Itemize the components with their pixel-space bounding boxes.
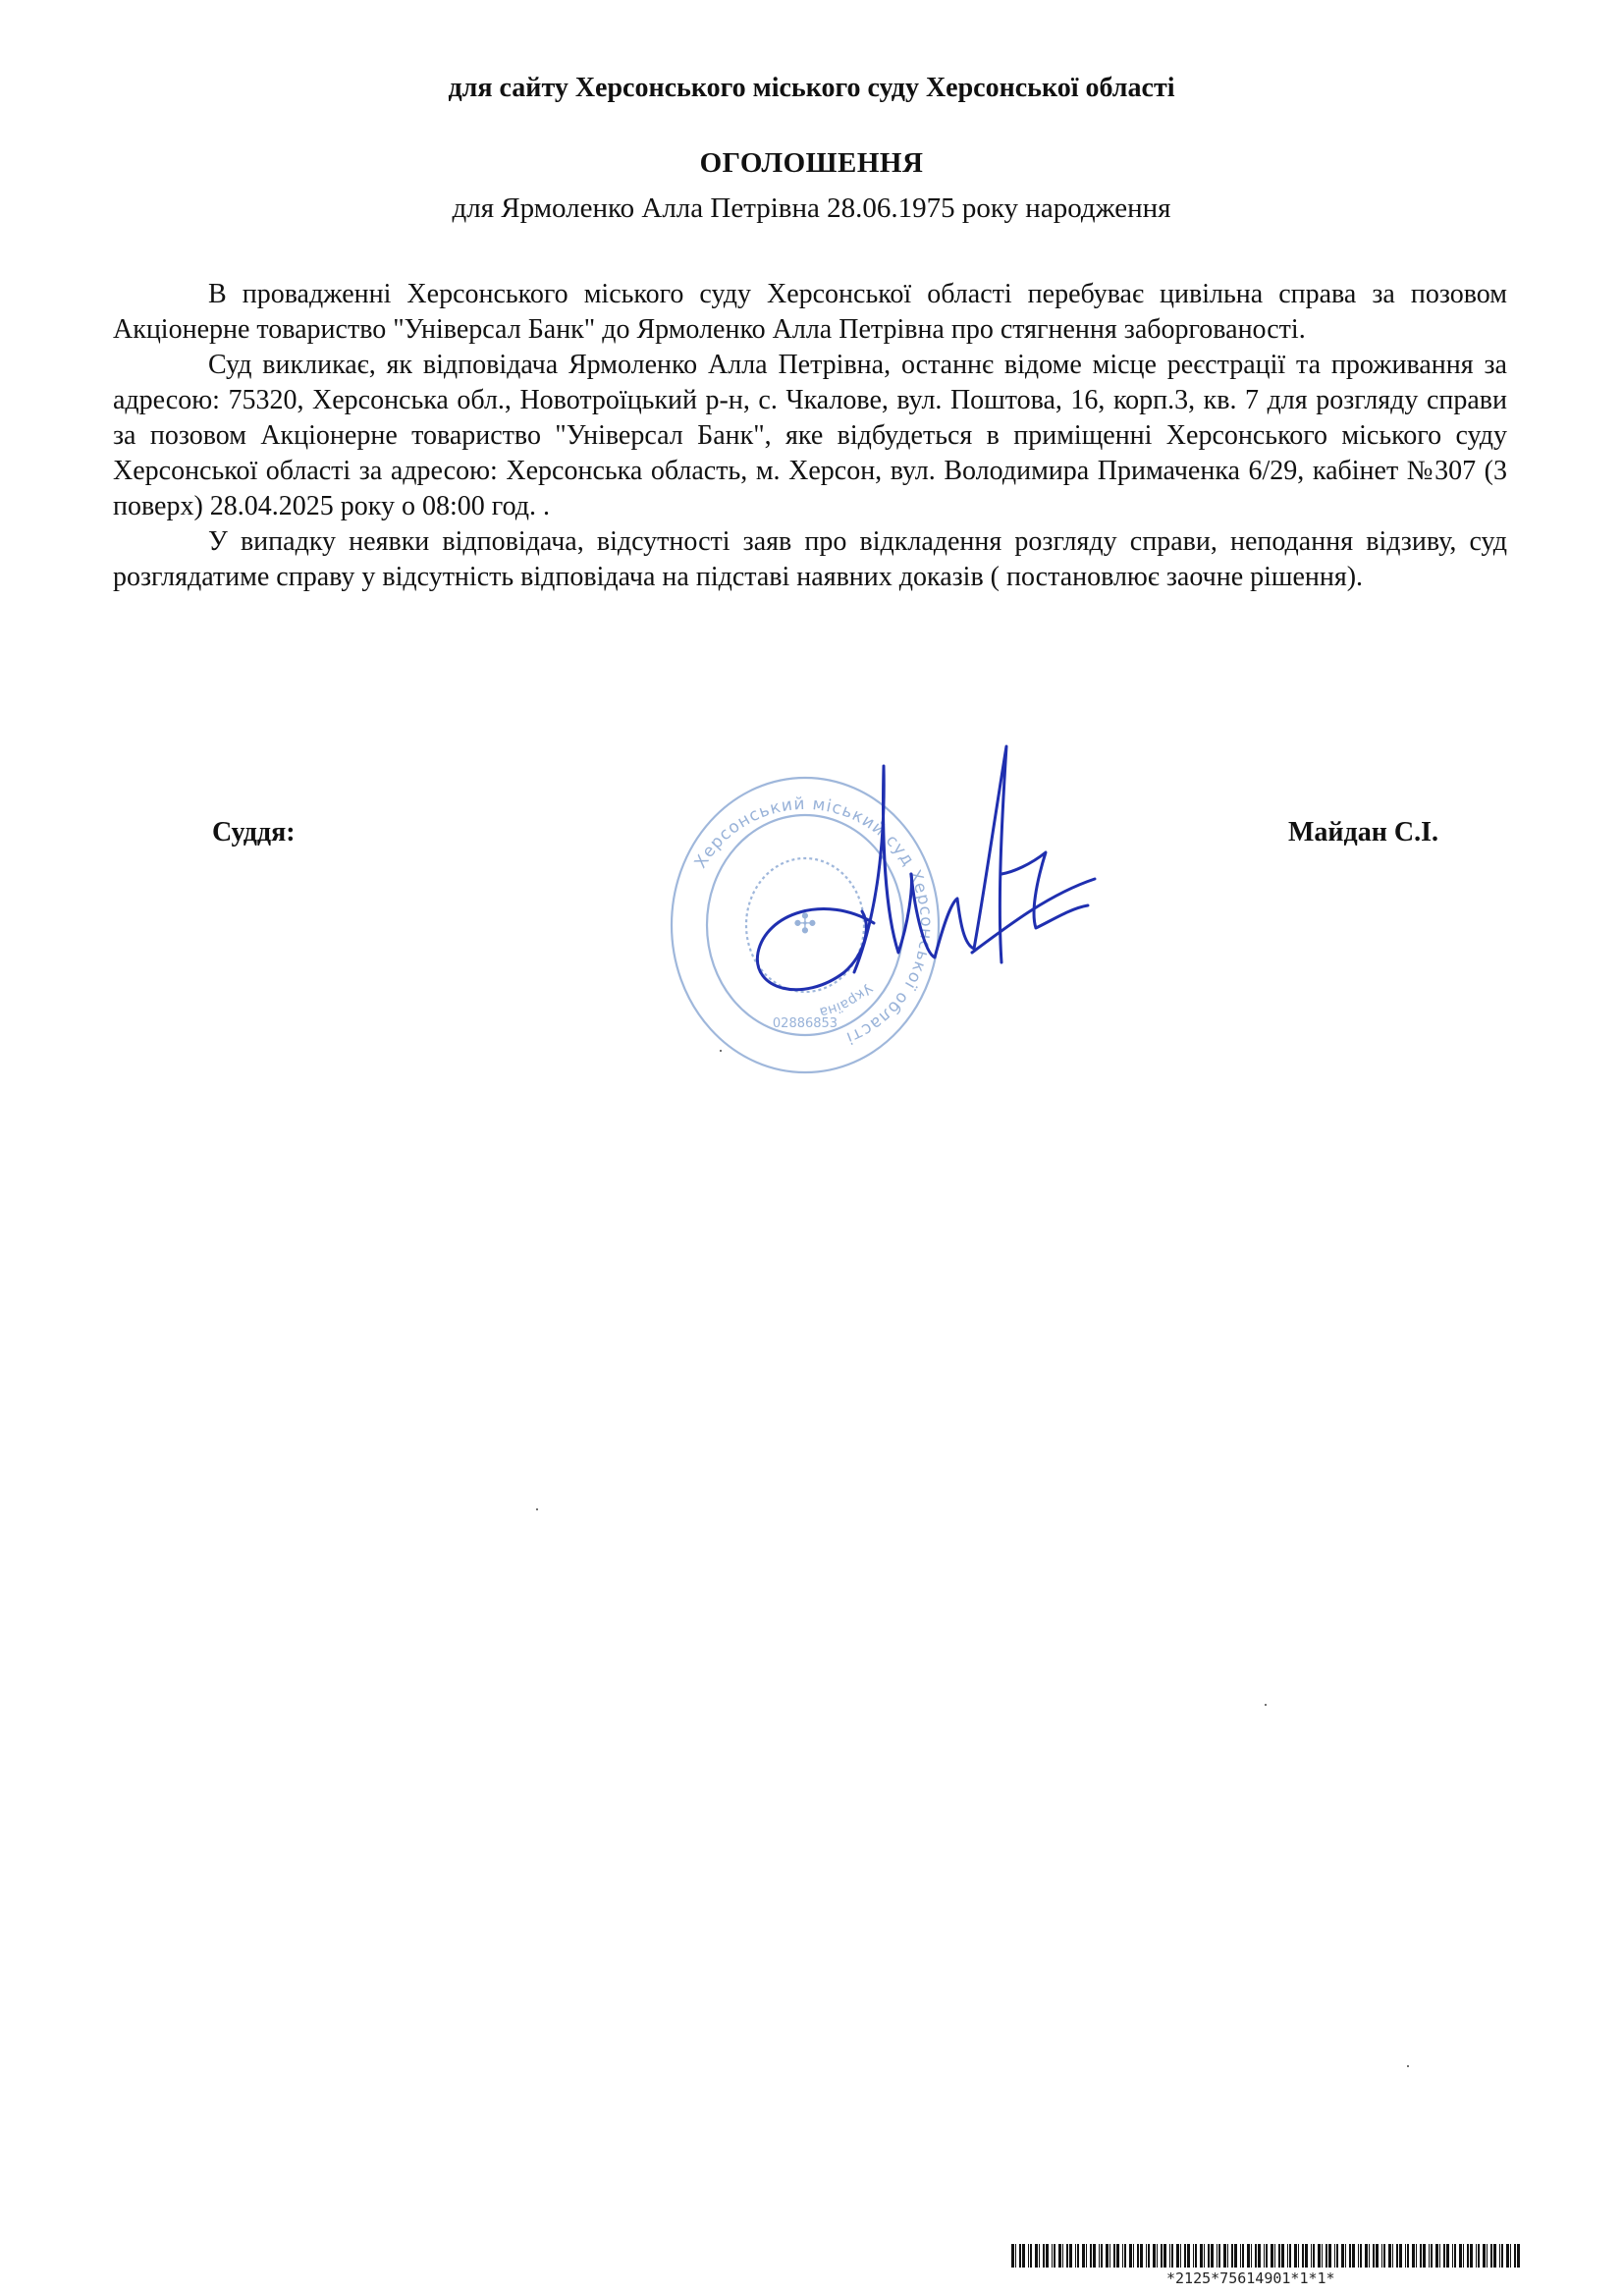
barcode-bar — [1352, 2244, 1355, 2268]
document-header: для сайту Херсонського міського суду Херсонської області — [448, 73, 1175, 103]
barcode-bar — [1176, 2244, 1179, 2268]
barcode-bar — [1483, 2244, 1486, 2268]
barcode-bar — [1287, 2244, 1288, 2268]
barcode-bar — [1200, 2244, 1203, 2268]
barcode-bar — [1311, 2244, 1312, 2268]
judge-name: Майдан С.І. — [1288, 817, 1438, 847]
barcode-bars — [1011, 2244, 1522, 2268]
barcode-bar — [1328, 2244, 1331, 2268]
barcode-bar — [1124, 2244, 1126, 2268]
barcode-bar — [1349, 2244, 1351, 2268]
barcode-bar — [1278, 2244, 1280, 2268]
barcode-bar — [1454, 2244, 1456, 2268]
barcode-bar — [1109, 2244, 1110, 2268]
barcode-bar — [1153, 2244, 1156, 2268]
barcode-bar — [1325, 2244, 1327, 2268]
scan-speck — [1265, 1704, 1267, 1706]
barcode-bar — [1039, 2244, 1040, 2268]
barcode-bar — [1180, 2244, 1181, 2268]
barcode-bar — [1381, 2244, 1382, 2268]
barcode-bar — [1223, 2244, 1226, 2268]
barcode-bar — [1011, 2244, 1014, 2268]
barcode-bar — [1510, 2244, 1511, 2268]
stamp-emblem-icon: ✣ — [793, 907, 817, 940]
barcode-bar — [1058, 2244, 1061, 2268]
barcode-bar — [1499, 2244, 1500, 2268]
barcode-bar — [1184, 2244, 1186, 2268]
barcode-bar — [1365, 2244, 1368, 2268]
barcode-bar — [1234, 2244, 1237, 2268]
barcode-bar — [1501, 2244, 1503, 2268]
barcode-bar — [1420, 2244, 1422, 2268]
barcode-bar — [1360, 2244, 1362, 2268]
paragraph-summons: Суд викликає, як відповідача Ярмоленко Алла Петрівна, останнє відоме місце реєстрації та проживання за адресою: 75320, Херсонська обл., Новотроїцький р-н, с. Чкалове, вул. Поштова, 16, корп.3, кв. 7 для розгляду справи за позовом Акціонерне товариство "Універсал Банк", яке відбудеться в приміщенні Херсонського міського суду Херсонської області за адресою: Херсонська область, м. Херсон, вул. Володимира Примаченка 6/29, кабінет №307 (3 поверх) 28.04.2025 року о 08:00 год. . — [113, 350, 1507, 521]
barcode-bar — [1077, 2244, 1079, 2268]
barcode-bar — [1396, 2244, 1398, 2268]
barcode-bar — [1043, 2244, 1045, 2268]
barcode-bar — [1493, 2244, 1496, 2268]
barcode-bar — [1463, 2244, 1464, 2268]
barcode-bar — [1090, 2244, 1092, 2268]
barcode-bar — [1101, 2244, 1103, 2268]
barcode-bar — [1399, 2244, 1402, 2268]
paragraph-absence-consequences: У випадку неявки відповідача, відсутності заяв про відкладення розгляду справи, неподання відзиву, суд розглядатиме справу у відсутність відповідача на підставі наявних доказів ( постановлює заочне рішення). — [113, 526, 1507, 592]
barcode-bar — [1289, 2244, 1291, 2268]
barcode-bar — [1208, 2244, 1210, 2268]
barcode-bar — [1302, 2244, 1304, 2268]
barcode-bar — [1218, 2244, 1220, 2268]
judge-label: Суддя: — [212, 817, 296, 847]
barcode-bar — [1345, 2244, 1346, 2268]
barcode-bar — [1439, 2244, 1440, 2268]
barcode-bar — [1373, 2244, 1375, 2268]
barcode-bar — [1405, 2244, 1406, 2268]
barcode-bar — [1015, 2244, 1016, 2268]
barcode-bar — [1478, 2244, 1480, 2268]
barcode-bar — [1122, 2244, 1123, 2268]
signature-block — [0, 817, 1623, 856]
barcode-bar — [1271, 2244, 1273, 2268]
barcode-bar — [1322, 2244, 1323, 2268]
barcode-bar — [1429, 2244, 1430, 2268]
barcode-bar — [1227, 2244, 1228, 2268]
barcode-bar — [1251, 2244, 1252, 2268]
barcode-bar — [1137, 2244, 1139, 2268]
barcode-bar — [1490, 2244, 1492, 2268]
barcode-bar — [1169, 2244, 1170, 2268]
barcode-bar — [1459, 2244, 1462, 2268]
barcode-text: *2125*75614901*1*1* — [1166, 2269, 1335, 2287]
barcode-bar — [1341, 2244, 1344, 2268]
barcode-bar — [1035, 2244, 1038, 2268]
barcode-bar — [1435, 2244, 1438, 2268]
barcode-bar — [1517, 2244, 1520, 2268]
barcode-bar — [1255, 2244, 1257, 2268]
barcode-bar — [1467, 2244, 1469, 2268]
barcode-bar — [1069, 2244, 1072, 2268]
barcode-bar — [1211, 2244, 1214, 2268]
document-body — [113, 277, 1507, 595]
barcode-bar — [1082, 2244, 1085, 2268]
barcode-bar — [1431, 2244, 1433, 2268]
barcode-bar — [1313, 2244, 1315, 2268]
barcode-bar — [1407, 2244, 1409, 2268]
barcode-bar — [1388, 2244, 1391, 2268]
barcode-bar — [1133, 2244, 1134, 2268]
barcode-bar — [1298, 2244, 1299, 2268]
barcode-bar — [1148, 2244, 1150, 2268]
barcode-bar — [1028, 2244, 1029, 2268]
barcode-bar — [1242, 2244, 1244, 2268]
barcode-bar — [1113, 2244, 1115, 2268]
barcode-bar — [1099, 2244, 1100, 2268]
barcode-bar — [1274, 2244, 1275, 2268]
barcode-bar — [1129, 2244, 1132, 2268]
barcode-bar — [1075, 2244, 1076, 2268]
barcode-bar — [1240, 2244, 1241, 2268]
barcode-bar — [1514, 2244, 1516, 2268]
document-subtitle: для Ярмоленко Алла Петрівна 28.06.1975 року народження — [452, 192, 1171, 224]
barcode-bar — [1086, 2244, 1087, 2268]
barcode-bar — [1116, 2244, 1119, 2268]
barcode-bar — [1334, 2244, 1335, 2268]
barcode-bar — [1383, 2244, 1385, 2268]
barcode-bar — [1446, 2244, 1449, 2268]
barcode-bar — [1470, 2244, 1473, 2268]
barcode-bar — [1358, 2244, 1359, 2268]
barcode-bar — [1106, 2244, 1109, 2268]
barcode-bar — [1052, 2244, 1053, 2268]
barcode-bar — [1193, 2244, 1194, 2268]
scan-speck — [1407, 2065, 1409, 2067]
barcode-bar — [1266, 2244, 1268, 2268]
barcode-bar — [1066, 2244, 1068, 2268]
barcode-bar — [1062, 2244, 1063, 2268]
barcode-bar — [1336, 2244, 1338, 2268]
barcode-bar — [1163, 2244, 1166, 2268]
scan-speck — [720, 1050, 722, 1052]
barcode-bar — [1187, 2244, 1190, 2268]
stamp-inner-text: Україна — [818, 980, 876, 1020]
barcode-bar — [1412, 2244, 1415, 2268]
barcode-bar — [1294, 2244, 1297, 2268]
barcode-bar — [1022, 2244, 1025, 2268]
barcode-bar — [1030, 2244, 1032, 2268]
barcode-bar — [1376, 2244, 1379, 2268]
barcode-bar — [1231, 2244, 1233, 2268]
barcode-bar — [1146, 2244, 1147, 2268]
barcode-bar — [1157, 2244, 1158, 2268]
barcode-bar — [1046, 2244, 1049, 2268]
barcode-bar — [1305, 2244, 1308, 2268]
stamp-outer-text: Херсонський міський суд Херсонської області — [690, 793, 937, 1048]
barcode-bar — [1281, 2244, 1284, 2268]
barcode-bar — [1423, 2244, 1426, 2268]
barcode-bar — [1093, 2244, 1096, 2268]
barcode-bar — [1487, 2244, 1488, 2268]
barcode-bar — [1416, 2244, 1417, 2268]
barcode-bar — [1161, 2244, 1163, 2268]
paragraph-proceedings: В провадженні Херсонського міського суду Херсонської області перебуває цивільна справа за позовом Акціонерне товариство "Універсал Банк" до Ярмоленко Алла Петрівна про стягнення заборгованості. — [113, 279, 1507, 345]
barcode-bar — [1247, 2244, 1250, 2268]
barcode-bar — [1452, 2244, 1453, 2268]
stamp-code: 02886853 — [772, 1016, 839, 1031]
barcode-bar — [1506, 2244, 1509, 2268]
barcode-bar — [1264, 2244, 1265, 2268]
barcode-bar — [1443, 2244, 1445, 2268]
barcode-bar — [1054, 2244, 1055, 2268]
barcode-bar — [1195, 2244, 1197, 2268]
document-title: ОГОЛОШЕННЯ — [699, 147, 924, 179]
barcode-bar — [1140, 2244, 1143, 2268]
document-barcode — [1011, 2244, 1522, 2291]
scan-speck — [536, 1508, 538, 1510]
handwritten-signature — [707, 727, 1119, 1021]
barcode-bar — [1318, 2244, 1321, 2268]
barcode-bar — [1204, 2244, 1205, 2268]
barcode-bar — [1019, 2244, 1021, 2268]
barcode-bar — [1258, 2244, 1261, 2268]
barcode-bar — [1369, 2244, 1370, 2268]
barcode-bar — [1171, 2244, 1173, 2268]
barcode-bar — [1392, 2244, 1393, 2268]
barcode-bar — [1476, 2244, 1477, 2268]
